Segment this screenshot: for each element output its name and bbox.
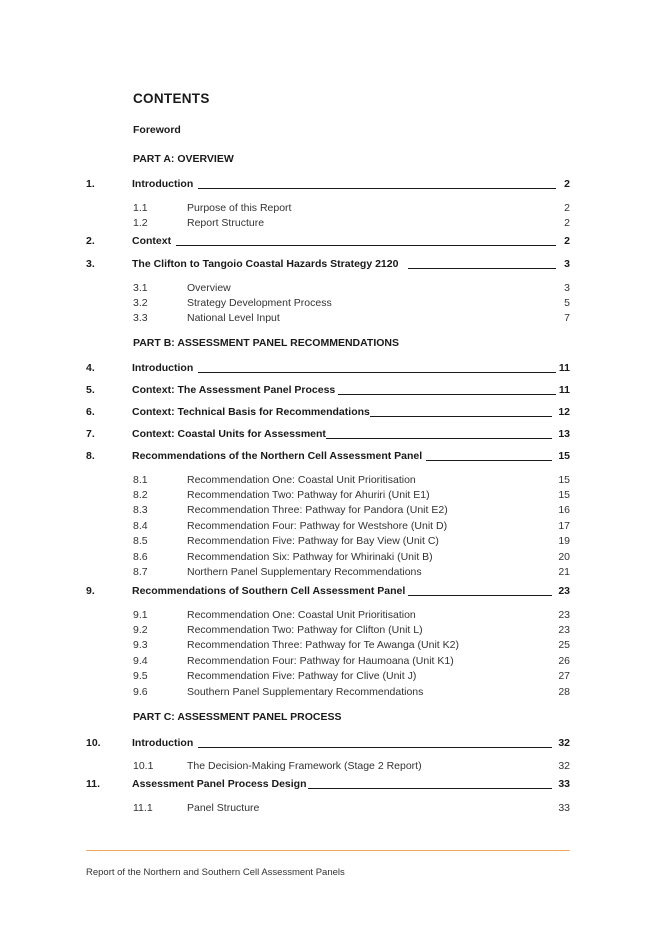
toc-subentry-title: Recommendation Three: Pathway for Pandora (Unit E2)	[187, 504, 448, 516]
toc-subentry-number: 8.5	[133, 535, 148, 547]
toc-subentry[interactable]	[133, 520, 570, 534]
toc-subentry-number: 10.1	[133, 760, 154, 772]
toc-subentry[interactable]	[133, 609, 570, 623]
toc-subentry-page: 17	[558, 520, 570, 532]
leader-line	[308, 788, 552, 789]
toc-subentry-number: 9.2	[133, 624, 148, 636]
toc-subentry-page: 26	[558, 655, 570, 667]
toc-subentry-title: Recommendation Four: Pathway for Westshore (Unit D)	[187, 520, 448, 532]
toc-subentry-page: 7	[564, 312, 570, 324]
toc-subentry-number: 8.4	[133, 520, 148, 532]
toc-entry-number: 4.	[86, 362, 95, 374]
leader-line	[408, 268, 556, 269]
toc-subentry-title: Recommendation Two: Pathway for Clifton (Unit L)	[187, 624, 423, 636]
toc-subentry-page: 3	[564, 282, 570, 294]
leader-line	[198, 372, 556, 373]
toc-entry-page: 2	[564, 178, 570, 190]
toc-entry-page: 13	[558, 428, 570, 440]
toc-entry[interactable]	[86, 178, 570, 192]
toc-entry-number: 2.	[86, 235, 95, 247]
toc-subentry-page: 15	[558, 474, 570, 486]
toc-entry-title: Assessment Panel Process Design	[132, 778, 307, 790]
toc-subentry-title: Southern Panel Supplementary Recommendations	[187, 686, 424, 698]
toc-subentry-number: 8.7	[133, 566, 148, 578]
part-a-heading: PART A: OVERVIEW	[133, 153, 234, 165]
toc-subentry[interactable]	[133, 202, 570, 216]
toc-subentry-title: Recommendation One: Coastal Unit Prioritisation	[187, 474, 416, 486]
toc-entry[interactable]	[86, 778, 570, 792]
toc-subentry-number: 8.6	[133, 551, 148, 563]
toc-entry[interactable]	[86, 362, 570, 376]
toc-subentry-page: 23	[558, 609, 570, 621]
footer-rule	[86, 850, 570, 851]
toc-subentry[interactable]	[133, 489, 570, 503]
toc-subentry-page: 21	[558, 566, 570, 578]
toc-subentry[interactable]	[133, 566, 570, 580]
toc-entry[interactable]	[86, 737, 570, 751]
toc-subentry[interactable]	[133, 655, 570, 669]
toc-subentry[interactable]	[133, 624, 570, 638]
toc-subentry-page: 2	[564, 217, 570, 229]
toc-subentry-number: 9.3	[133, 639, 148, 651]
toc-subentry-number: 8.1	[133, 474, 148, 486]
toc-entry-title: Recommendations of the Northern Cell Assessment Panel	[132, 450, 423, 462]
toc-entry-title: Context	[132, 235, 172, 247]
toc-subentry-title: Overview	[187, 282, 231, 294]
toc-subentry-page: 19	[558, 535, 570, 547]
toc-subentry-number: 9.5	[133, 670, 148, 682]
toc-subentry[interactable]	[133, 535, 570, 549]
footer-text: Report of the Northern and Southern Cell Assessment Panels	[86, 867, 345, 878]
toc-entry[interactable]	[86, 585, 570, 599]
toc-subentry-page: 5	[564, 297, 570, 309]
toc-subentry-number: 8.2	[133, 489, 148, 501]
leader-line	[198, 188, 556, 189]
toc-subentry-page: 33	[558, 802, 570, 814]
toc-subentry-page: 32	[558, 760, 570, 772]
toc-subentry[interactable]	[133, 504, 570, 518]
toc-subentry-title: Purpose of this Report	[187, 202, 292, 214]
toc-subentry-title: Panel Structure	[187, 802, 260, 814]
toc-subentry[interactable]	[133, 551, 570, 565]
toc-subentry-page: 23	[558, 624, 570, 636]
toc-entry[interactable]	[86, 258, 570, 272]
toc-subentry-number: 3.3	[133, 312, 148, 324]
toc-subentry-number: 11.1	[133, 802, 153, 814]
toc-entry-page: 3	[564, 258, 570, 270]
toc-entry-title: Context: Technical Basis for Recommendations	[132, 406, 370, 418]
toc-subentry-number: 9.6	[133, 686, 148, 698]
page-title: CONTENTS	[133, 91, 210, 106]
toc-entry-number: 11.	[86, 778, 101, 790]
toc-subentry[interactable]	[133, 802, 570, 816]
toc-subentry-title: Recommendation One: Coastal Unit Prioritisation	[187, 609, 416, 621]
toc-entry-title: Introduction	[132, 362, 194, 374]
toc-entry-page: 33	[558, 778, 570, 790]
toc-subentry-number: 8.3	[133, 504, 148, 516]
toc-entry-page: 11	[558, 362, 570, 374]
toc-subentry-number: 1.1	[133, 202, 148, 214]
foreword-link[interactable]: Foreword	[133, 124, 181, 136]
toc-subentry[interactable]	[133, 297, 570, 311]
toc-subentry[interactable]	[133, 282, 570, 296]
toc-entry-title: Recommendations of Southern Cell Assessment Panel	[132, 585, 406, 597]
toc-subentry-number: 9.1	[133, 609, 148, 621]
toc-entry[interactable]	[86, 450, 570, 464]
toc-subentry-title: Strategy Development Process	[187, 297, 332, 309]
toc-entry-number: 1.	[86, 178, 95, 190]
toc-entry-number: 5.	[86, 384, 95, 396]
toc-entry[interactable]	[86, 406, 570, 420]
toc-subentry-page: 25	[558, 639, 570, 651]
toc-subentry-title: Recommendation Four: Pathway for Haumoana (Unit K1)	[187, 655, 454, 667]
toc-entry-number: 3.	[86, 258, 95, 270]
toc-subentry-page: 2	[564, 202, 570, 214]
toc-entry-number: 10.	[86, 737, 101, 749]
toc-entry[interactable]	[86, 384, 570, 398]
toc-subentry[interactable]	[133, 760, 570, 774]
toc-subentry-number: 9.4	[133, 655, 148, 667]
toc-subentry[interactable]	[133, 217, 570, 231]
toc-entry[interactable]	[86, 428, 570, 442]
toc-subentry-title: Recommendation Six: Pathway for Whirinaki (Unit B)	[187, 551, 433, 563]
toc-subentry-page: 15	[558, 489, 570, 501]
toc-entry-page: 32	[558, 737, 570, 749]
leader-line	[370, 416, 552, 417]
toc-entry-title: Context: The Assessment Panel Process	[132, 384, 336, 396]
toc-subentry-title: Recommendation Five: Pathway for Clive (Unit J)	[187, 670, 417, 682]
toc-entry[interactable]	[86, 235, 570, 249]
toc-subentry-number: 3.2	[133, 297, 148, 309]
toc-entry-title: Introduction	[132, 178, 194, 190]
part-b-heading: PART B: ASSESSMENT PANEL RECOMMENDATIONS	[133, 337, 400, 349]
leader-line	[338, 394, 556, 395]
toc-subentry-title: Northern Panel Supplementary Recommendations	[187, 566, 422, 578]
toc-subentry-page: 27	[558, 670, 570, 682]
toc-subentry-number: 1.2	[133, 217, 148, 229]
toc-subentry-number: 3.1	[133, 282, 148, 294]
toc-entry-page: 11	[558, 384, 570, 396]
leader-line	[326, 438, 552, 439]
toc-subentry-page: 16	[558, 504, 570, 516]
toc-entry-page: 12	[558, 406, 570, 418]
toc-entry-number: 8.	[86, 450, 95, 462]
toc-subentry[interactable]	[133, 312, 570, 326]
toc-entry-page: 23	[558, 585, 570, 597]
toc-entry-title: Introduction	[132, 737, 194, 749]
toc-subentry-title: Recommendation Five: Pathway for Bay View (Unit C)	[187, 535, 439, 547]
toc-entry-number: 7.	[86, 428, 95, 440]
toc-entry-title: Context: Coastal Units for Assessment	[132, 428, 326, 440]
toc-subentry-title: Recommendation Three: Pathway for Te Awanga (Unit K2)	[187, 639, 459, 651]
leader-line	[198, 747, 552, 748]
toc-entry-page: 2	[564, 235, 570, 247]
toc-entry-title: The Clifton to Tangoio Coastal Hazards Strategy 2120	[132, 258, 399, 270]
toc-subentry-title: The Decision-Making Framework (Stage 2 Report)	[187, 760, 422, 772]
toc-subentry-title: National Level Input	[187, 312, 280, 324]
toc-entry-number: 9.	[86, 585, 95, 597]
leader-line	[426, 460, 552, 461]
toc-subentry[interactable]	[133, 474, 570, 488]
toc-entry-number: 6.	[86, 406, 95, 418]
part-c-heading: PART C: ASSESSMENT PANEL PROCESS	[133, 711, 342, 723]
toc-entry-page: 15	[558, 450, 570, 462]
toc-subentry-page: 20	[558, 551, 570, 563]
toc-subentry-title: Recommendation Two: Pathway for Ahuriri (Unit E1)	[187, 489, 430, 501]
leader-line	[176, 245, 556, 246]
toc-subentry-title: Report Structure	[187, 217, 265, 229]
toc-subentry-page: 28	[558, 686, 570, 698]
toc-subentry[interactable]	[133, 639, 570, 653]
leader-line	[408, 595, 552, 596]
toc-subentry[interactable]	[133, 670, 570, 684]
toc-subentry[interactable]	[133, 686, 570, 700]
